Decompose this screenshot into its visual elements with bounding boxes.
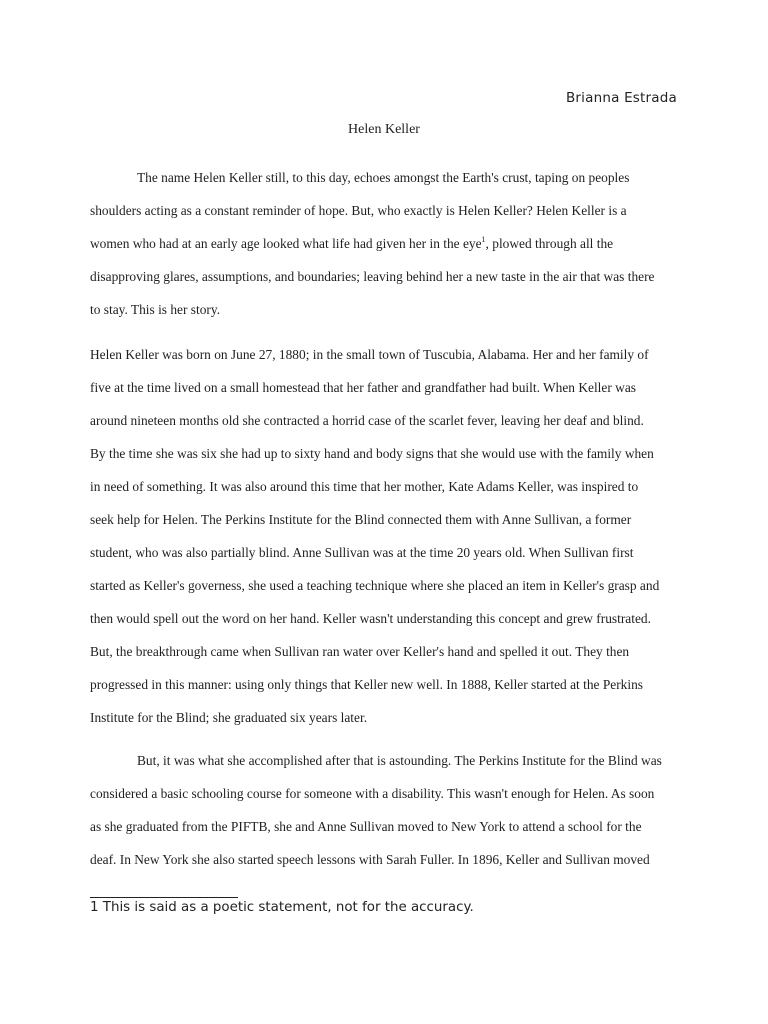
document-title: Helen Keller <box>348 122 420 137</box>
paragraph-line: Helen Keller was born on June 27, 1880; in the small town of Tuscubia, Alabama. Her and her family of <box>90 347 649 362</box>
paragraph-line: five at the time lived on a small homestead that her father and grandfather had built. When Keller was <box>90 380 636 395</box>
author-name: Brianna Estrada <box>565 90 677 106</box>
paragraph-early-life <box>90 338 680 734</box>
paragraph-line: shoulders acting as a constant reminder of hope. But, who exactly is Helen Keller? Helen Keller is a <box>90 203 627 218</box>
footnote-divider <box>90 897 238 898</box>
paragraph-line-text: , plowed through all the <box>485 236 614 251</box>
paragraph-line: considered a basic schooling course for someone with a disability. This wasn't enough for Helen. As soon <box>90 786 655 801</box>
paragraph-line: as she graduated from the PIFTB, she and Anne Sullivan moved to New York to attend a school for the <box>90 819 642 834</box>
paragraph-line: By the time she was six she had up to sixty hand and body signs that she would use with the family when <box>90 446 654 461</box>
paragraph-line: The name Helen Keller still, to this day, echoes amongst the Earth's crust, taping on peoples <box>137 170 630 185</box>
paragraph-line: around nineteen months old she contracted a horrid case of the scarlet fever, leaving her deaf and blind. <box>90 413 644 428</box>
paragraph-line: in need of something. It was also around this time that her mother, Kate Adams Keller, was inspired to <box>90 479 639 494</box>
footnote-reference[interactable]: 1 <box>481 234 486 244</box>
paragraph-line: disapproving glares, assumptions, and boundaries; leaving behind her a new taste in the air that was there <box>90 269 655 284</box>
paragraph-line: progressed in this manner: using only things that Keller new well. In 1888, Keller started at the Perkins <box>90 677 643 692</box>
footnote-text: 1 This is said as a poetic statement, not for the accuracy. <box>90 900 474 915</box>
paragraph-line: seek help for Helen. The Perkins Institute for the Blind connected them with Anne Sullivan, a former <box>90 512 632 527</box>
paragraph-line: to stay. This is her story. <box>90 302 221 317</box>
paragraph-accomplishments <box>90 744 680 876</box>
paragraph-line: But, the breakthrough came when Sullivan ran water over Keller's hand and spelled it out. They then <box>90 644 630 659</box>
paragraph-line: student, who was also partially blind. Anne Sullivan was at the time 20 years old. When Sullivan first <box>90 545 634 560</box>
paragraph-line: deaf. In New York she also started speech lessons with Sarah Fuller. In 1896, Keller and Sullivan moved <box>90 852 650 867</box>
paragraph-line: started as Keller's governess, she used a teaching technique where she placed an item in Keller's grasp and <box>90 578 660 593</box>
paragraph-line: then would spell out the word on her hand. Keller wasn't understanding this concept and grew frustrated. <box>90 611 651 626</box>
paragraph-intro <box>90 161 680 326</box>
paragraph-line: Institute for the Blind; she graduated six years later. <box>90 710 368 725</box>
paragraph-line-text: women who had at an early age looked what life had given her in the eye <box>90 236 482 251</box>
paragraph-line <box>90 227 680 260</box>
paragraph-line: But, it was what she accomplished after that is astounding. The Perkins Institute for the Blind was <box>137 753 662 768</box>
